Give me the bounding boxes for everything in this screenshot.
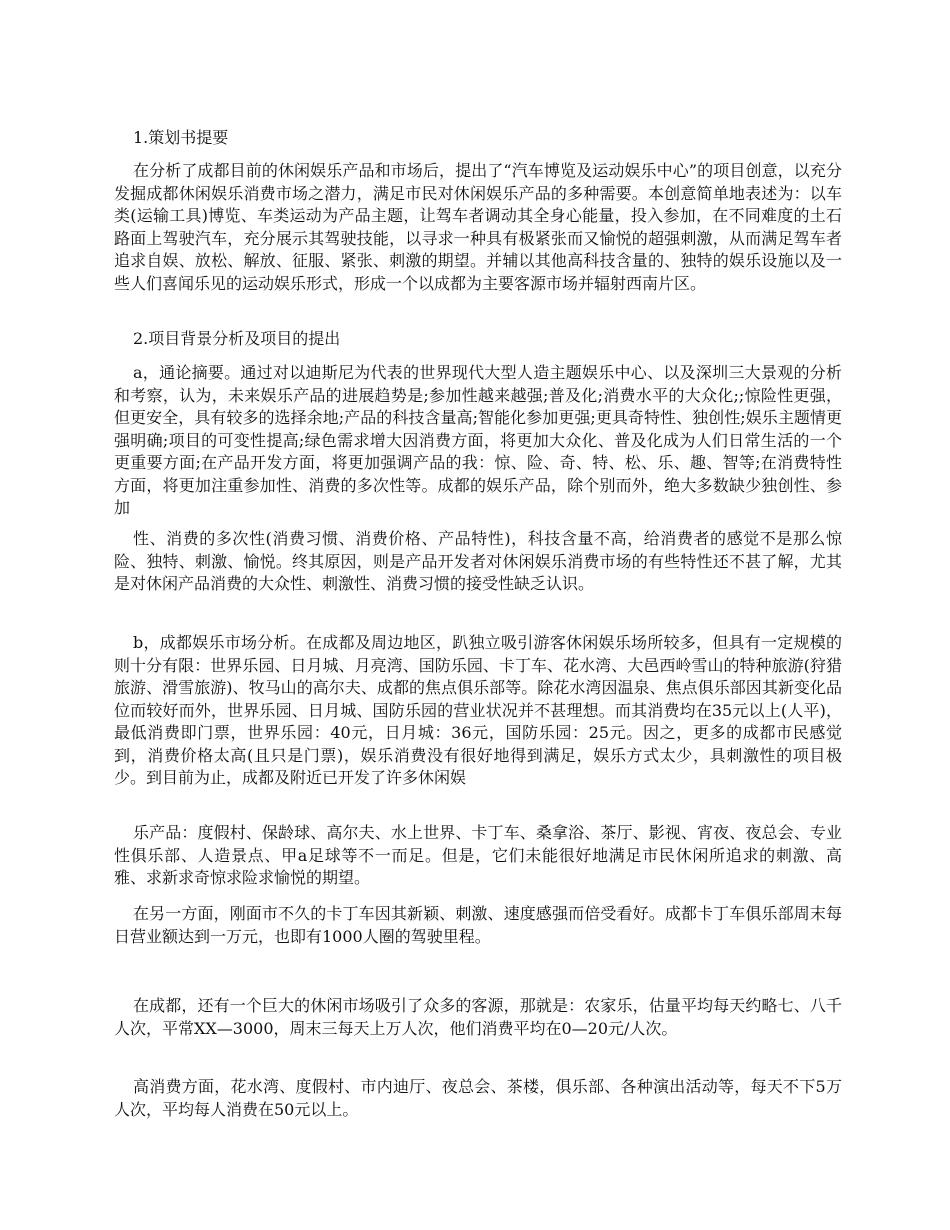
market-paragraph-b-continued: 乐产品：度假村、保龄球、高尔夫、水上世界、卡丁车、桑拿浴、茶厅、影视、宵夜、夜总会、专业性俱乐部、人造景点、甲a足球等不一而足。但是，它们未能很好地满足市民休闲所追求的刺激、高雅、求新求奇惊求险求愉悦的期望。: [114, 823, 842, 887]
summary-paragraph: 在分析了成都目前的休闲娱乐产品和市场后，提出了“汽车博览及运动娱乐中心”的项目创意，以充分发掘成都休闲娱乐消费市场之潜力，满足市民对休闲娱乐产品的多种需要。本创意简单地表述为：以车类(运输工具)博览、车类运动为产品主题，让驾车者调动其全身心能量，投入参加，在不同难度的土石路面上驾驶汽车，充分展示其驾驶技能，以寻求一种具有极紧张而又愉悦的超强刺激，从而满足驾车者追求自娱、放松、解放、征服、紧张、刺激的期望。并辅以其他高科技含量的、独特的娱乐设施以及一些人们喜闻乐见的运动娱乐形式，形成一个以成都为主要客源市场并辐射西南片区。: [114, 161, 842, 293]
section-heading-2: 2.项目背景分析及项目的提出: [133, 329, 341, 348]
overview-paragraph-a-continued: 性、消费的多次性(消费习惯、消费价格、产品特性)，科技含量不高，给消费者的感觉不是那么惊险、独特、刺激、愉悦。终其原因，则是产品开发者对休闲娱乐消费市场的有些特性还不甚了解，尤其是对休闲产品消费的大众性、刺激性、消费习惯的接受性缺乏认识。: [114, 529, 842, 593]
market-paragraph-b: b，成都娱乐市场分析。在成都及周边地区，趴独立吸引游客休闲娱乐场所较多，但具有一定规模的则十分有限：世界乐园、日月城、月亮湾、国防乐园、卡丁车、花水湾、大邑西岭雪山的特种旅游(狩猎旅游、滑雪旅游)、牧马山的高尔夫、成都的焦点俱乐部等。除花水湾因温泉、焦点俱乐部因其新变化品位而较好而外，世界乐园、日月城、国防乐园的营业状况并不甚理想。而其消费均在35元以上(人平)，最低消费即门票，世界乐园：40元，日月城：36元，国防乐园：25元。因之，更多的成都市民感觉到，消费价格太高(且只是门票)，娱乐消费没有很好地得到满足，娱乐方式太少，具刺激性的项目极少。到目前为止，成都及附近已开发了许多休闲娱: [114, 633, 842, 787]
high-consumption-paragraph: 高消费方面，花水湾、度假村、市内迪厅、夜总会、茶楼，俱乐部、各种演出活动等，每天不下5万人次，平均每人消费在50元以上。: [114, 1077, 842, 1119]
farmhouse-paragraph: 在成都，还有一个巨大的休闲市场吸引了众多的客源，那就是：农家乐，估量平均每天约略七、八千人次，平常XX—3000，周末三每天上万人次，他们消费平均在0—20元/人次。: [114, 996, 842, 1038]
section-heading-1: 1.策划书提要: [133, 128, 229, 147]
overview-paragraph-a: a，通论摘要。通过对以迪斯尼为代表的世界现代大型人造主题娱乐中心、以及深圳三大景观的分析和考察，认为，未来娱乐产品的进展趋势是;参加性越来越强;普及化;消费水平的大众化;;惊险性更强，但更安全，具有较多的选择余地;产品的科技含量高;智能化参加更强;更具奇特性、独创性;娱乐主题情更强明确;项目的可变性提高;绿色需求增大因消费方面，将更加大众化、普及化成为人们日常生活的一个更重要方面;在产品开发方面，将更加强调产品的我：惊、险、奇、特、松、乐、趣、智等;在消费特性方面，将更加注重参加性、消费的多次性等。成都的娱乐产品，除个别而外，绝大多数缺少独创性、参加: [114, 363, 842, 517]
kart-paragraph: 在另一方面，刚面市不久的卡丁车因其新颖、刺激、速度感强而倍受看好。成都卡丁车俱乐部周末每日营业额达到一万元，也即有1000人圈的驾驶里程。: [114, 904, 842, 946]
